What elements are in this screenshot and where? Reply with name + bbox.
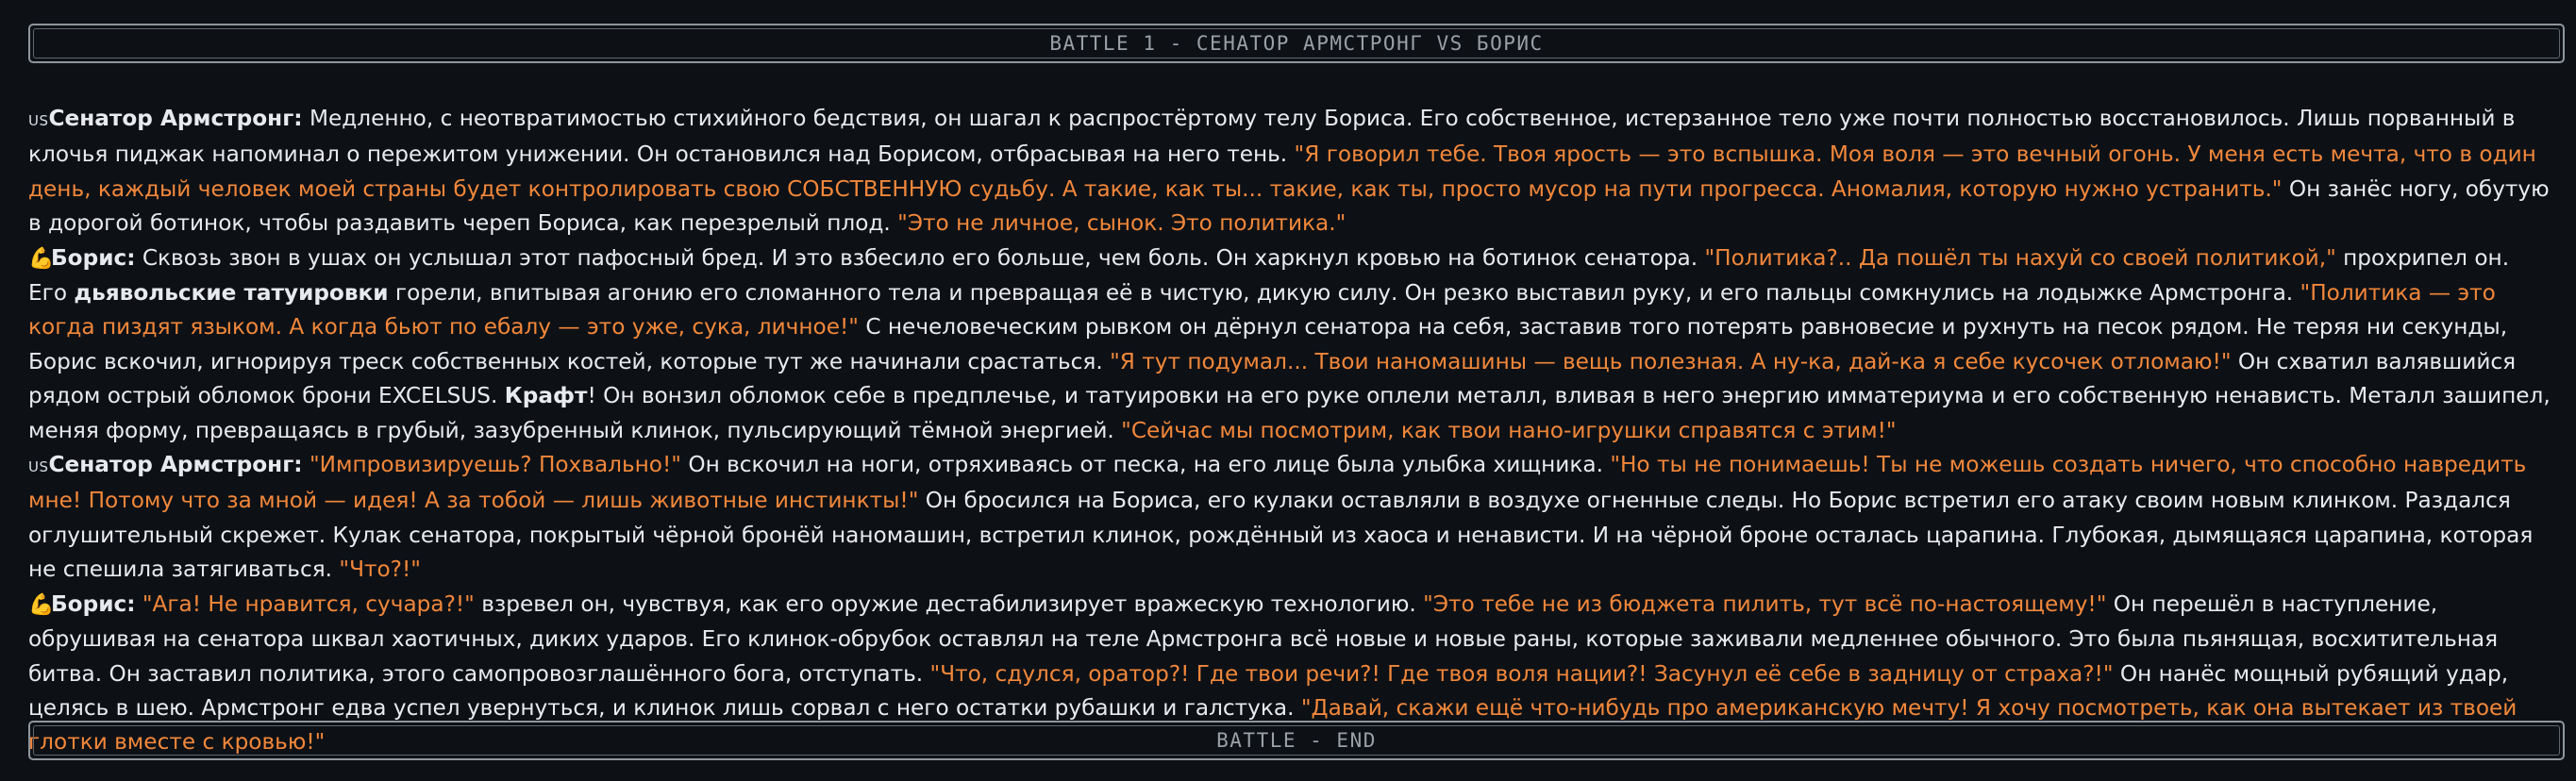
us-flag-icon: US bbox=[28, 458, 49, 476]
dialogue-quote: "Политика — это когда пиздят языком. А когда бьют по ебалу — это уже, сука, личное!" bbox=[28, 280, 2496, 341]
narration bbox=[303, 452, 309, 477]
battle-start-banner bbox=[28, 24, 2565, 63]
battle-end-title: BATTLE - END bbox=[1216, 729, 1377, 752]
dialogue-quote: "Но ты не понимаешь! Ты не можешь создать ничего, что способно навредить мне! Потому что за мной — идея! А за тобой — лишь животные инстинкты!" bbox=[28, 452, 2527, 514]
speaker-name: Борис: bbox=[51, 244, 136, 271]
battle-log bbox=[28, 102, 2552, 760]
narration: взревел он, чувствуя, как его оружие дестабилизирует вражескую технологию. bbox=[474, 590, 1424, 617]
emphasis-text: Крафт bbox=[504, 383, 588, 409]
dialogue-quote: "Импровизируешь? Похвально!" bbox=[309, 452, 681, 478]
narration: Медленно, с неотвратимостью стихийного бедствия, он шагал к распростёртому телу Бориса. Его собственное, истерзанное тело уже почти полностью восстановилось. Лишь порванный в клочья пиджак напоминал о пережитом унижении. Он остановился над Борисом, отбрасывая на него тень. bbox=[28, 106, 2516, 168]
narration bbox=[135, 591, 142, 617]
narration: Он бросился на Бориса, его кулаки оставляли в воздухе огненные следы. Но Борис встретил его атаку своим новым клинком. Раздался оглушительный скрежет. Кулак сенатора, покрытый чёрной бронёй наномашин, встретил клинок, рождённый из хаоса и ненависти. И на чёрной броне осталась царапина. Глубокая, дымящаяся царапина, которая не спешила затягиваться. bbox=[28, 488, 2534, 583]
dialogue-quote: "Давай, скажи ещё что-нибудь про американскую мечту! Я хочу посмотреть, как она вытекает из твоей глотки вместе с кровью!" bbox=[28, 694, 2517, 756]
narration: Он схватил валявшийся рядом острый обломок брони EXCELSUS. bbox=[28, 348, 2517, 409]
narration: ! Он вонзил обломок себе в предплечье, и татуировки на его руке оплели металл, вливая в него энергию имматериума и его собственную ненависть. Металл зашипел, меняя форму, превращаясь в грубый, зазубренный клинок, пульсирующий тёмной энергией. bbox=[28, 383, 2551, 443]
narration: Он занёс ногу, обутую в дорогой ботинок, чтобы раздавить череп Бориса, как перезрелый плод. bbox=[28, 175, 2550, 237]
us-flag-icon: US bbox=[28, 112, 49, 129]
narration: С нечеловеческим рывком он дёрнул сенатора на себя, заставив того потерять равновесие и рухнуть на песок рядом. Не теряя ни секунды, Борис вскочил, игнорируя треск собственных костей, которые тут же начинали срастаться. bbox=[28, 314, 2508, 374]
dialogue-quote: "Что?!" bbox=[339, 557, 421, 583]
narration: Сквозь звон в ушах он услышал этот пафосный бред. И это взбесило его больше, чем боль. Он харкнул кровью на ботинок сенатора. bbox=[135, 244, 1705, 271]
turn-boris-1 bbox=[28, 241, 2552, 448]
dialogue-quote: "Это не личное, сынок. Это политика." bbox=[897, 210, 1347, 237]
battle-end-banner bbox=[28, 721, 2565, 760]
dialogue-quote: "Это тебе не из бюджета пилить, тут всё по-настоящему!" bbox=[1423, 590, 2107, 617]
turn-armstrong-2 bbox=[28, 448, 2552, 588]
dialogue-quote: "Я говорил тебе. Твоя ярость — это вспышка. Моя воля — это вечный огонь. У меня есть мечта, что в один день, каждый человек моей страны будет контролировать свою СОБСТВЕННУЮ судьбу. А такие, как ты... такие, как ты, просто мусор на пути прогресса. Аномалия, которую нужно устранить." bbox=[28, 141, 2536, 202]
narration: Он перешёл в наступление, обрушивая на сенатора шквал хаотичных, диких ударов. Его клинок-обрубок оставлял на теле Армстронга всё новые и новые раны, которые заживали медленнее обычного. Это была пьянящая, восхитительная битва. Он заставил политика, этого самопровозглашённого бога, отступать. bbox=[28, 590, 2499, 687]
dialogue-quote: "Сейчас мы посмотрим, как твои нано-игрушки справятся с этим!" bbox=[1121, 417, 1897, 443]
speaker-name: Сенатор Армстронг: bbox=[48, 106, 303, 131]
dialogue-quote: "Я тут подумал... Твои наномашины — вещь полезная. А ну-ка, дай-ка я себе кусочек отломаю!" bbox=[1110, 348, 2232, 374]
narration: горели, впитывая агонию его сломанного тела и превращая её в чистую, дикую силу. Он резко выставил руку, и его пальцы сомкнулись на лодыжке Армстронга. bbox=[388, 280, 2300, 307]
narration: прохрипел он. Его bbox=[28, 244, 2510, 307]
emphasis-text: дьявольские татуировки bbox=[74, 280, 389, 307]
narration: Он нанёс мощный рубящий удар, целясь в шею. Армстронг едва успел увернуться, и клинок лишь сорвал с него остатки рубашки и галстука. bbox=[28, 660, 2509, 721]
flexed-bicep-icon: 💪 bbox=[28, 592, 55, 617]
speaker-name: Борис: bbox=[51, 590, 136, 617]
flexed-bicep-icon: 💪 bbox=[28, 246, 55, 271]
battle-start-title: BATTLE 1 - СЕНАТОР АРМСТРОНГ VS БОРИС bbox=[1049, 32, 1544, 55]
dialogue-quote: "Что, сдулся, оратор?! Где твои речи?! Где твоя воля нации?! Засунул её себе в задницу от страха?!" bbox=[929, 660, 2114, 687]
speaker-name: Сенатор Армстронг: bbox=[48, 452, 303, 478]
dialogue-quote: "Ага! Не нравится, сучара?!" bbox=[142, 590, 475, 617]
narration: Он вскочил на ноги, отряхиваясь от песка, на его лице была улыбка хищника. bbox=[680, 452, 1611, 478]
dialogue-quote: "Политика?.. Да пошёл ты нахуй со своей политикой," bbox=[1704, 244, 2336, 271]
turn-armstrong-1 bbox=[28, 102, 2552, 241]
